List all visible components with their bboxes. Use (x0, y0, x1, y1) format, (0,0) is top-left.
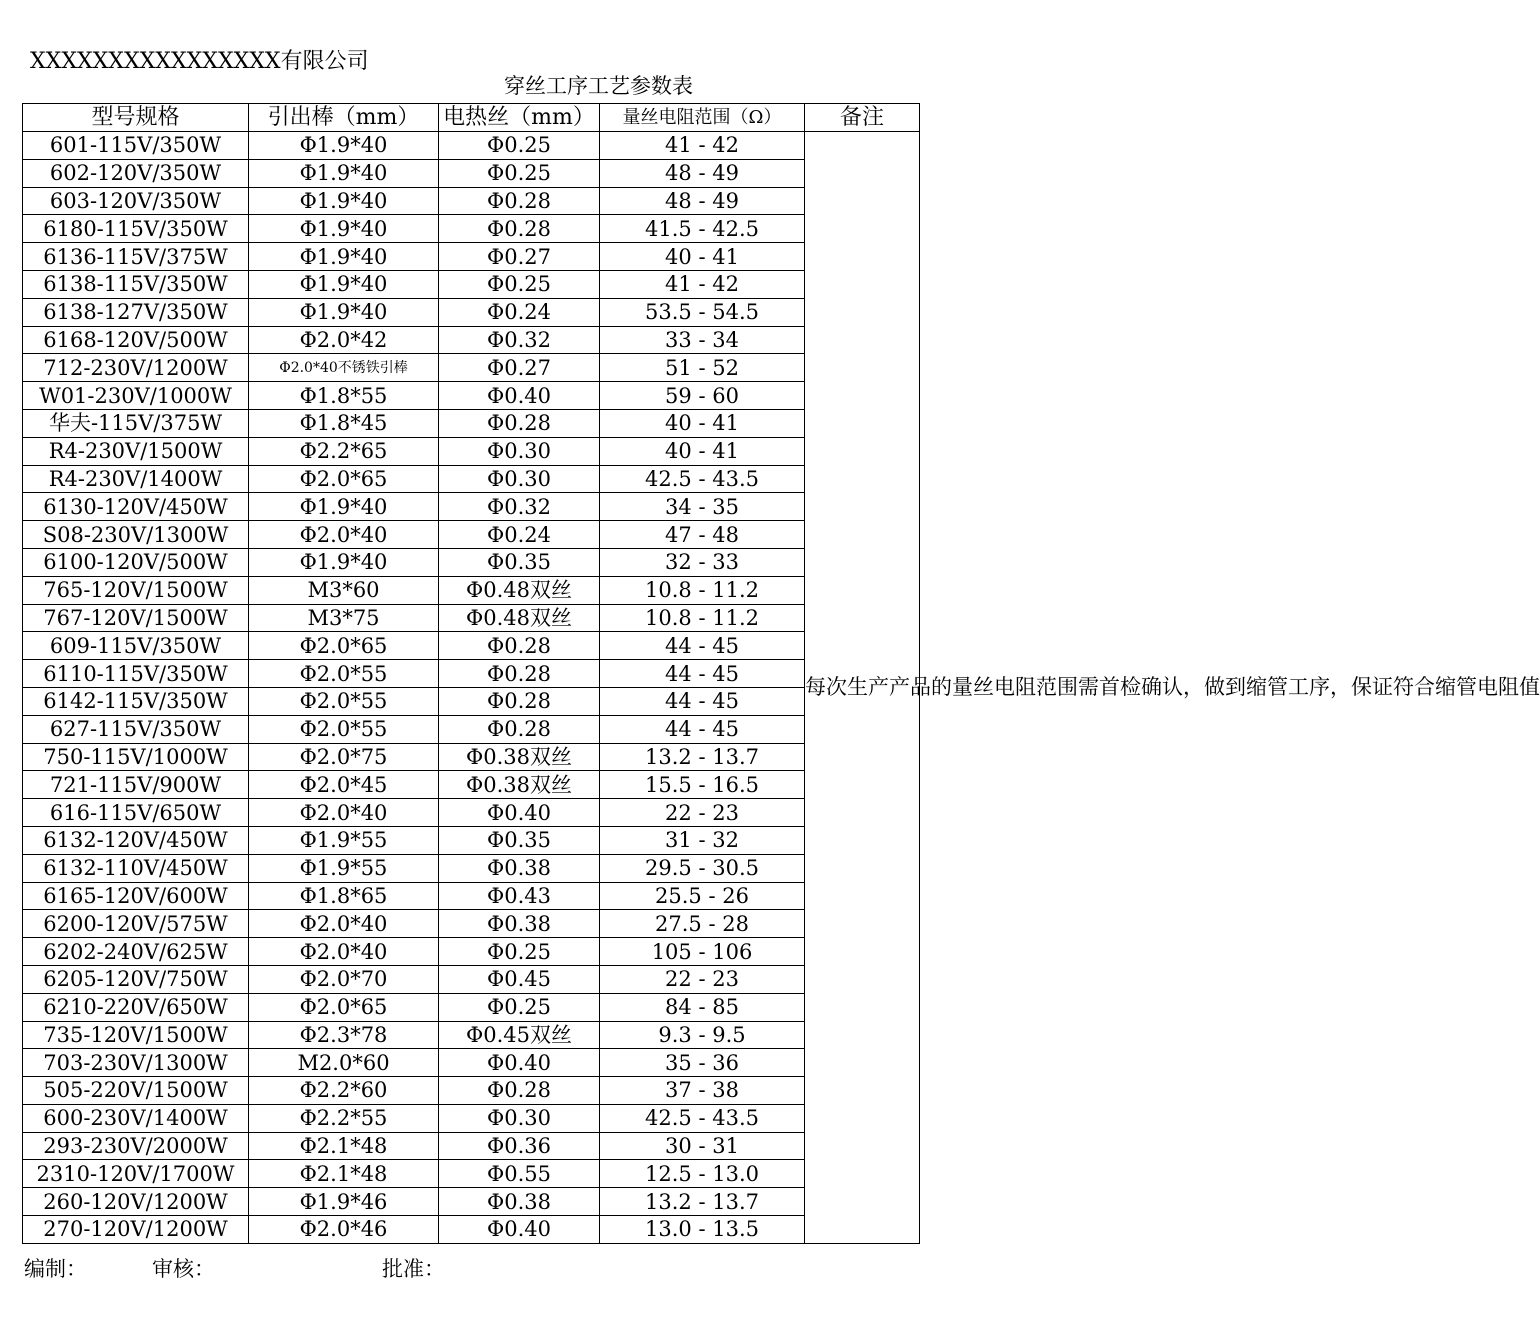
table-row (23, 243, 920, 271)
cell-heating-wire: Φ0.38 (439, 1188, 600, 1216)
table-row (23, 965, 920, 993)
cell-resistance-range: 40 - 41 (600, 243, 805, 271)
table-row (23, 1049, 920, 1077)
table-row (23, 382, 920, 410)
cell-resistance-range: 13.0 - 13.5 (600, 1216, 805, 1244)
cell-model: 6132-120V/450W (23, 826, 249, 854)
table-row (23, 1160, 920, 1188)
cell-heating-wire: Φ0.24 (439, 521, 600, 549)
cell-lead-rod: Φ2.0*55 (249, 660, 439, 688)
cell-resistance-range: 44 - 45 (600, 687, 805, 715)
cell-resistance-range: 48 - 49 (600, 187, 805, 215)
table-row (23, 409, 920, 437)
cell-heating-wire: Φ0.35 (439, 826, 600, 854)
cell-lead-rod: Φ2.0*40 (249, 938, 439, 966)
table-row (23, 354, 920, 382)
cell-lead-rod: Φ1.9*40 (249, 243, 439, 271)
cell-model: S08-230V/1300W (23, 521, 249, 549)
cell-resistance-range: 22 - 23 (600, 799, 805, 827)
table-row (23, 521, 920, 549)
cell-model: 6205-120V/750W (23, 965, 249, 993)
cell-model: 6142-115V/350W (23, 687, 249, 715)
cell-model: 270-120V/1200W (23, 1216, 249, 1244)
cell-lead-rod: Φ1.9*40 (249, 298, 439, 326)
cell-model: 735-120V/1500W (23, 1021, 249, 1049)
cell-lead-rod: Φ2.0*45 (249, 771, 439, 799)
table-row (23, 715, 920, 743)
header-model: 型号规格 (23, 104, 249, 132)
cell-resistance-range: 35 - 36 (600, 1049, 805, 1077)
cell-lead-rod: Φ1.9*40 (249, 548, 439, 576)
cell-lead-rod: Φ2.0*42 (249, 326, 439, 354)
cell-resistance-range: 47 - 48 (600, 521, 805, 549)
cell-resistance-range: 44 - 45 (600, 715, 805, 743)
cell-model: 6136-115V/375W (23, 243, 249, 271)
table-row (23, 632, 920, 660)
table-row (23, 548, 920, 576)
cell-lead-rod: M2.0*60 (249, 1049, 439, 1077)
cell-model: 600-230V/1400W (23, 1104, 249, 1132)
table-row (23, 1188, 920, 1216)
cell-lead-rod: Φ2.2*60 (249, 1077, 439, 1105)
cell-heating-wire: Φ0.30 (439, 437, 600, 465)
cell-resistance-range: 15.5 - 16.5 (600, 771, 805, 799)
table-row (23, 132, 920, 160)
cell-lead-rod: Φ2.0*55 (249, 715, 439, 743)
cell-model: W01-230V/1000W (23, 382, 249, 410)
cell-resistance-range: 59 - 60 (600, 382, 805, 410)
cell-heating-wire: Φ0.28 (439, 187, 600, 215)
cell-lead-rod: Φ2.0*40 (249, 521, 439, 549)
cell-model: 2310-120V/1700W (23, 1160, 249, 1188)
cell-model: 6210-220V/650W (23, 993, 249, 1021)
table-row (23, 1077, 920, 1105)
cell-resistance-range: 31 - 32 (600, 826, 805, 854)
cell-resistance-range: 41.5 - 42.5 (600, 215, 805, 243)
cell-heating-wire: Φ0.40 (439, 1216, 600, 1244)
cell-heating-wire: Φ0.38 (439, 854, 600, 882)
cell-heating-wire: Φ0.38 (439, 910, 600, 938)
cell-resistance-range: 84 - 85 (600, 993, 805, 1021)
table-row (23, 270, 920, 298)
cell-heating-wire: Φ0.25 (439, 159, 600, 187)
cell-resistance-range: 41 - 42 (600, 132, 805, 160)
cell-resistance-range: 53.5 - 54.5 (600, 298, 805, 326)
header-resistance-range: 量丝电阻范围（Ω） (600, 104, 805, 132)
cell-resistance-range: 42.5 - 43.5 (600, 465, 805, 493)
cell-model: 505-220V/1500W (23, 1077, 249, 1105)
remarks-note: 每次生产产品的量丝电阻范围需首检确认，做到缩管工序，保证符合缩管电阻值 (805, 132, 920, 1244)
document-title: 穿丝工序工艺参数表 (504, 74, 693, 98)
cell-heating-wire: Φ0.28 (439, 409, 600, 437)
cell-lead-rod: Φ1.9*55 (249, 826, 439, 854)
cell-model: 6168-120V/500W (23, 326, 249, 354)
cell-lead-rod: Φ2.0*75 (249, 743, 439, 771)
cell-model: 609-115V/350W (23, 632, 249, 660)
cell-resistance-range: 40 - 41 (600, 437, 805, 465)
table-row (23, 298, 920, 326)
cell-model: 6202-240V/625W (23, 938, 249, 966)
cell-resistance-range: 13.2 - 13.7 (600, 1188, 805, 1216)
cell-lead-rod: Φ1.8*55 (249, 382, 439, 410)
cell-lead-rod: Φ2.0*65 (249, 993, 439, 1021)
header-lead-rod: 引出棒（mm） (249, 104, 439, 132)
cell-lead-rod: Φ1.9*40 (249, 132, 439, 160)
cell-resistance-range: 42.5 - 43.5 (600, 1104, 805, 1132)
table-body (23, 132, 1540, 1244)
cell-lead-rod: Φ1.9*40 (249, 187, 439, 215)
cell-lead-rod: Φ2.0*65 (249, 632, 439, 660)
cell-model: 765-120V/1500W (23, 576, 249, 604)
table-row (23, 493, 920, 521)
reviewed-by-label: 审核： (152, 1257, 215, 1281)
cell-heating-wire: Φ0.28 (439, 1077, 600, 1105)
cell-heating-wire: Φ0.28 (439, 632, 600, 660)
company-name: XXXXXXXXXXXXXXXX有限公司 (30, 49, 369, 74)
cell-resistance-range: 44 - 45 (600, 632, 805, 660)
cell-model: 6200-120V/575W (23, 910, 249, 938)
cell-lead-rod: Φ2.0*70 (249, 965, 439, 993)
table-row (23, 1104, 920, 1132)
cell-resistance-range: 27.5 - 28 (600, 910, 805, 938)
cell-lead-rod: Φ1.9*55 (249, 854, 439, 882)
cell-heating-wire: Φ0.30 (439, 465, 600, 493)
cell-heating-wire: Φ0.30 (439, 1104, 600, 1132)
cell-model: 6165-120V/600W (23, 882, 249, 910)
cell-resistance-range: 44 - 45 (600, 660, 805, 688)
cell-model: 293-230V/2000W (23, 1132, 249, 1160)
cell-heating-wire: Φ0.28 (439, 215, 600, 243)
cell-heating-wire: Φ0.27 (439, 354, 600, 382)
cell-resistance-range: 22 - 23 (600, 965, 805, 993)
table-row (23, 660, 920, 688)
cell-resistance-range: 10.8 - 11.2 (600, 576, 805, 604)
cell-heating-wire: Φ0.40 (439, 1049, 600, 1077)
table-row (23, 799, 920, 827)
cell-heating-wire: Φ0.27 (439, 243, 600, 271)
cell-resistance-range: 13.2 - 13.7 (600, 743, 805, 771)
cell-heating-wire: Φ0.25 (439, 993, 600, 1021)
cell-lead-rod: Φ1.9*40 (249, 215, 439, 243)
cell-lead-rod: Φ1.9*40 (249, 493, 439, 521)
cell-model: 6130-120V/450W (23, 493, 249, 521)
cell-heating-wire: Φ0.43 (439, 882, 600, 910)
cell-lead-rod: Φ2.0*65 (249, 465, 439, 493)
cell-lead-rod: Φ2.1*48 (249, 1160, 439, 1188)
table-row (23, 910, 920, 938)
table-row (23, 326, 920, 354)
cell-heating-wire: Φ0.35 (439, 548, 600, 576)
cell-model: 华夫-115V/375W (23, 409, 249, 437)
table-row (23, 576, 920, 604)
cell-heating-wire: Φ0.55 (439, 1160, 600, 1188)
approved-by-label: 批准： (382, 1257, 445, 1281)
cell-lead-rod: Φ1.8*45 (249, 409, 439, 437)
cell-heating-wire: Φ0.38双丝 (439, 771, 600, 799)
header-remarks: 备注 (805, 104, 920, 132)
cell-lead-rod: Φ1.9*40 (249, 159, 439, 187)
cell-model: 6138-115V/350W (23, 270, 249, 298)
cell-lead-rod: Φ1.8*65 (249, 882, 439, 910)
cell-heating-wire: Φ0.25 (439, 938, 600, 966)
cell-lead-rod: Φ2.0*40 (249, 910, 439, 938)
table-row (23, 882, 920, 910)
cell-model: R4-230V/1400W (23, 465, 249, 493)
cell-lead-rod: Φ2.0*40不锈铁引棒 (249, 354, 439, 382)
cell-resistance-range: 29.5 - 30.5 (600, 854, 805, 882)
cell-model: 260-120V/1200W (23, 1188, 249, 1216)
cell-resistance-range: 40 - 41 (600, 409, 805, 437)
cell-resistance-range: 30 - 31 (600, 1132, 805, 1160)
table-row (23, 215, 920, 243)
table-row (23, 1021, 920, 1049)
cell-lead-rod: Φ2.1*48 (249, 1132, 439, 1160)
cell-lead-rod: Φ2.2*55 (249, 1104, 439, 1132)
cell-lead-rod: Φ2.3*78 (249, 1021, 439, 1049)
cell-model: 6138-127V/350W (23, 298, 249, 326)
cell-model: 6180-115V/350W (23, 215, 249, 243)
table-row (23, 187, 920, 215)
table-row (23, 938, 920, 966)
cell-heating-wire: Φ0.24 (439, 298, 600, 326)
cell-heating-wire: Φ0.32 (439, 493, 600, 521)
cell-model: 712-230V/1200W (23, 354, 249, 382)
cell-heating-wire: Φ0.40 (439, 799, 600, 827)
table-row (23, 1132, 920, 1160)
cell-resistance-range: 37 - 38 (600, 1077, 805, 1105)
cell-resistance-range: 33 - 34 (600, 326, 805, 354)
cell-heating-wire: Φ0.28 (439, 687, 600, 715)
cell-resistance-range: 51 - 52 (600, 354, 805, 382)
cell-model: 616-115V/650W (23, 799, 249, 827)
table-row (23, 159, 920, 187)
cell-lead-rod: Φ2.0*55 (249, 687, 439, 715)
cell-heating-wire: Φ0.48双丝 (439, 576, 600, 604)
cell-resistance-range: 32 - 33 (600, 548, 805, 576)
cell-heating-wire: Φ0.28 (439, 715, 600, 743)
cell-heating-wire: Φ0.36 (439, 1132, 600, 1160)
table-row (23, 771, 920, 799)
cell-lead-rod: M3*60 (249, 576, 439, 604)
cell-model: 6110-115V/350W (23, 660, 249, 688)
cell-heating-wire: Φ0.32 (439, 326, 600, 354)
table-row (23, 687, 920, 715)
table-row (23, 437, 920, 465)
cell-heating-wire: Φ0.48双丝 (439, 604, 600, 632)
cell-heating-wire: Φ0.40 (439, 382, 600, 410)
cell-model: 6100-120V/500W (23, 548, 249, 576)
cell-model: R4-230V/1500W (23, 437, 249, 465)
cell-lead-rod: Φ1.9*40 (249, 270, 439, 298)
table-row (23, 1216, 920, 1244)
cell-resistance-range: 10.8 - 11.2 (600, 604, 805, 632)
cell-heating-wire: Φ0.25 (439, 132, 600, 160)
cell-model: 703-230V/1300W (23, 1049, 249, 1077)
cell-heating-wire: Φ0.45双丝 (439, 1021, 600, 1049)
cell-model: 603-120V/350W (23, 187, 249, 215)
cell-model: 602-120V/350W (23, 159, 249, 187)
cell-model: 627-115V/350W (23, 715, 249, 743)
cell-resistance-range: 105 - 106 (600, 938, 805, 966)
cell-model: 6132-110V/450W (23, 854, 249, 882)
cell-heating-wire: Φ0.28 (439, 660, 600, 688)
cell-model: 750-115V/1000W (23, 743, 249, 771)
table-header-row (23, 104, 920, 132)
prepared-by-label: 编制： (24, 1257, 87, 1281)
table-row (23, 465, 920, 493)
cell-resistance-range: 48 - 49 (600, 159, 805, 187)
cell-resistance-range: 41 - 42 (600, 270, 805, 298)
table-row (23, 854, 920, 882)
cell-lead-rod: Φ1.9*46 (249, 1188, 439, 1216)
cell-lead-rod: Φ2.2*65 (249, 437, 439, 465)
table-row (23, 604, 920, 632)
cell-heating-wire: Φ0.45 (439, 965, 600, 993)
cell-resistance-range: 12.5 - 13.0 (600, 1160, 805, 1188)
table-row (23, 993, 920, 1021)
cell-model: 767-120V/1500W (23, 604, 249, 632)
cell-resistance-range: 34 - 35 (600, 493, 805, 521)
cell-lead-rod: Φ2.0*46 (249, 1216, 439, 1244)
cell-model: 721-115V/900W (23, 771, 249, 799)
process-parameter-table (22, 103, 1540, 1244)
cell-resistance-range: 9.3 - 9.5 (600, 1021, 805, 1049)
header-heating-wire: 电热丝（mm） (439, 104, 600, 132)
table-row (23, 826, 920, 854)
cell-lead-rod: M3*75 (249, 604, 439, 632)
cell-resistance-range: 25.5 - 26 (600, 882, 805, 910)
cell-heating-wire: Φ0.38双丝 (439, 743, 600, 771)
cell-model: 601-115V/350W (23, 132, 249, 160)
cell-heating-wire: Φ0.25 (439, 270, 600, 298)
cell-lead-rod: Φ2.0*40 (249, 799, 439, 827)
table-row (23, 743, 920, 771)
